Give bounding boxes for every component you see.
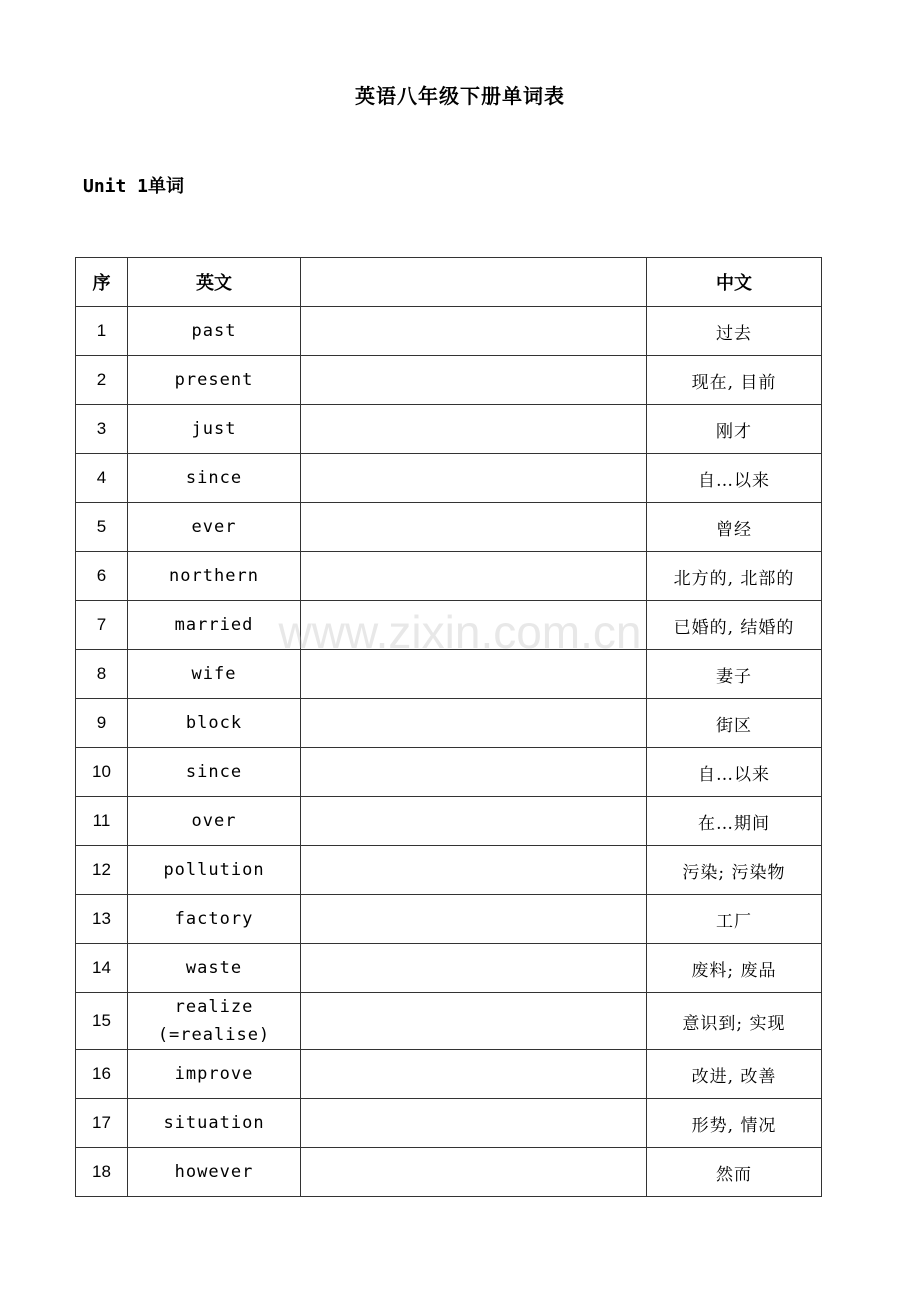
row-english-word: wife (128, 650, 301, 699)
row-chinese-meaning: 自…以来 (647, 748, 822, 797)
row-blank-cell (301, 846, 647, 895)
row-number: 13 (76, 895, 128, 944)
row-blank-cell (301, 699, 647, 748)
row-blank-cell (301, 944, 647, 993)
row-blank-cell (301, 552, 647, 601)
row-english-word: waste (128, 944, 301, 993)
row-chinese-meaning: 在…期间 (647, 797, 822, 846)
row-chinese-meaning: 已婚的, 结婚的 (647, 601, 822, 650)
row-number: 7 (76, 601, 128, 650)
row-chinese-meaning: 曾经 (647, 503, 822, 552)
row-blank-cell (301, 748, 647, 797)
row-number: 15 (76, 993, 128, 1050)
table-row (76, 993, 822, 1050)
row-blank-cell (301, 797, 647, 846)
row-chinese-meaning: 形势, 情况 (647, 1099, 822, 1148)
row-chinese-meaning: 污染; 污染物 (647, 846, 822, 895)
table-row (76, 846, 822, 895)
row-number: 5 (76, 503, 128, 552)
row-number: 3 (76, 405, 128, 454)
table-row (76, 454, 822, 503)
row-number: 18 (76, 1148, 128, 1197)
row-number: 17 (76, 1099, 128, 1148)
table-row (76, 1050, 822, 1099)
vocabulary-table (75, 257, 822, 1197)
header-blank (301, 258, 647, 307)
row-chinese-meaning: 意识到; 实现 (647, 993, 822, 1050)
row-number: 2 (76, 356, 128, 405)
row-chinese-meaning: 然而 (647, 1148, 822, 1197)
row-chinese-meaning: 街区 (647, 699, 822, 748)
table-row (76, 944, 822, 993)
table-row (76, 1099, 822, 1148)
row-english-word: present (128, 356, 301, 405)
row-number: 8 (76, 650, 128, 699)
row-blank-cell (301, 895, 647, 944)
row-chinese-meaning: 过去 (647, 307, 822, 356)
table-row (76, 405, 822, 454)
row-english-word: however (128, 1148, 301, 1197)
table-header-row (76, 258, 822, 307)
row-english-word: factory (128, 895, 301, 944)
row-chinese-meaning: 改进, 改善 (647, 1050, 822, 1099)
document-title: 英语八年级下册单词表 (355, 84, 565, 108)
row-chinese-meaning: 现在, 目前 (647, 356, 822, 405)
row-number: 1 (76, 307, 128, 356)
table-row (76, 503, 822, 552)
header-english: 英文 (128, 258, 301, 307)
unit-heading: Unit 1单词 (83, 176, 185, 197)
table-row (76, 748, 822, 797)
row-english-word: improve (128, 1050, 301, 1099)
table-row (76, 699, 822, 748)
row-blank-cell (301, 1099, 647, 1148)
table-body (76, 307, 822, 1197)
row-blank-cell (301, 454, 647, 503)
row-english-word: since (128, 454, 301, 503)
row-english-word: realize (=realise) (128, 993, 301, 1050)
table-row (76, 552, 822, 601)
table-row (76, 895, 822, 944)
row-english-word: past (128, 307, 301, 356)
row-english-word: married (128, 601, 301, 650)
row-number: 14 (76, 944, 128, 993)
table-row (76, 1148, 822, 1197)
row-chinese-meaning: 工厂 (647, 895, 822, 944)
row-number: 12 (76, 846, 128, 895)
row-chinese-meaning: 废料; 废品 (647, 944, 822, 993)
row-number: 6 (76, 552, 128, 601)
row-blank-cell (301, 993, 647, 1050)
table-row (76, 601, 822, 650)
row-english-word: just (128, 405, 301, 454)
row-english-word: since (128, 748, 301, 797)
row-blank-cell (301, 307, 647, 356)
row-english-word: situation (128, 1099, 301, 1148)
row-number: 11 (76, 797, 128, 846)
row-blank-cell (301, 650, 647, 699)
row-chinese-meaning: 北方的, 北部的 (647, 552, 822, 601)
table-row (76, 307, 822, 356)
row-chinese-meaning: 妻子 (647, 650, 822, 699)
row-number: 16 (76, 1050, 128, 1099)
row-number: 4 (76, 454, 128, 503)
row-english-word: over (128, 797, 301, 846)
row-english-word: block (128, 699, 301, 748)
row-chinese-meaning: 刚才 (647, 405, 822, 454)
table-row (76, 797, 822, 846)
watermark: www.zixin.com.cn (278, 606, 642, 658)
row-blank-cell (301, 1050, 647, 1099)
row-blank-cell (301, 601, 647, 650)
header-number: 序 (76, 258, 128, 307)
row-blank-cell (301, 1148, 647, 1197)
table-row (76, 356, 822, 405)
row-english-word: ever (128, 503, 301, 552)
row-number: 10 (76, 748, 128, 797)
row-blank-cell (301, 405, 647, 454)
header-chinese: 中文 (647, 258, 822, 307)
row-english-word: northern (128, 552, 301, 601)
row-chinese-meaning: 自…以来 (647, 454, 822, 503)
table-row (76, 650, 822, 699)
row-blank-cell (301, 356, 647, 405)
row-number: 9 (76, 699, 128, 748)
row-blank-cell (301, 503, 647, 552)
row-english-word: pollution (128, 846, 301, 895)
